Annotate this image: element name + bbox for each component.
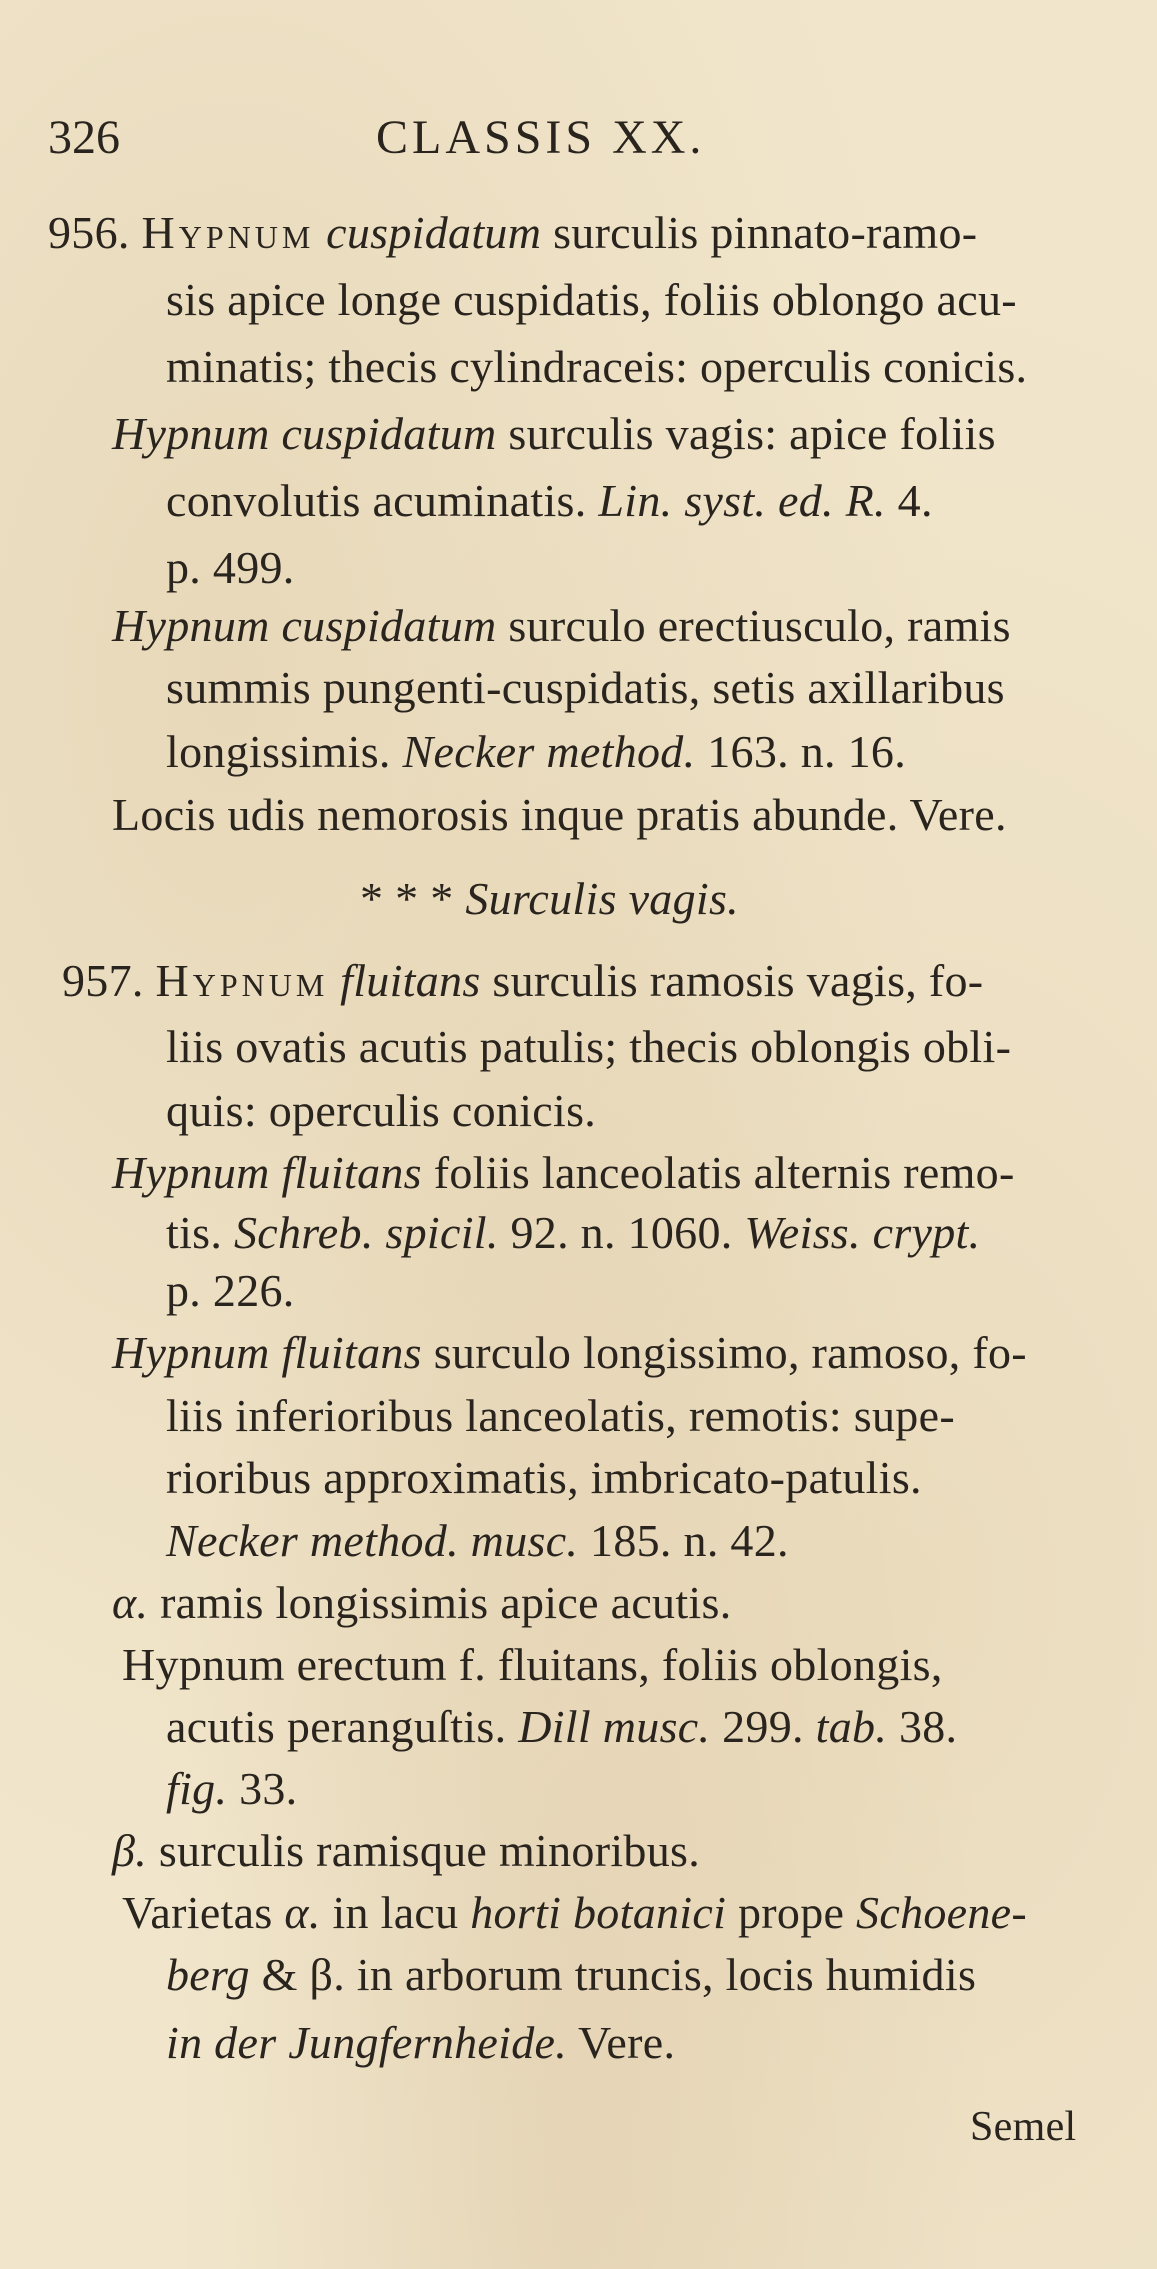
variety-beta: β. surculis ramisque minoribus. [112,1825,701,1876]
synonym-dillenius: Hypnum erectum f. fluitans, foliis oblongis, [122,1639,943,1690]
entry-number: 957. [62,955,144,1006]
synonym-schreber-ref: tis. Schreb. spicil. 92. n. 1060. Weiss. crypt. [166,1207,981,1258]
synonym-dillenius-ref: acutis peranguſtis. Dill musc. 299. tab. 38. [166,1701,958,1752]
synonym-necker-957-ref: Necker method. musc. 185. n. 42. [166,1515,789,1566]
synonym-necker-957: Hypnum fluitans surculo longissimo, ramoso, fo- [112,1327,1027,1378]
section-asterisks: * * * [360,873,454,924]
entry-956-line-2: sis apice longe cuspidatis, foliis oblongo acu- [166,274,1017,325]
synonym-necker-957-cont2: rioribus approximatis, imbricato-patulis. [166,1452,922,1503]
section-title: Surculis vagis. [465,873,739,924]
synonym-schreber-page: p. 226. [166,1265,295,1316]
section-heading [360,873,739,924]
genus-name: Hypnum [155,955,329,1006]
entry-number: 956. [48,207,130,258]
habitat-956: Locis udis nemorosis inque pratis abunde. Vere. [112,789,1007,840]
synonym-linnaeus-cont: convolutis acuminatis. Lin. syst. ed. R. 4. [166,475,933,526]
running-head: CLASSIS XX. [376,111,706,164]
entry-956-line-3: minatis; thecis cylindraceis: operculis conicis. [166,341,1028,392]
synonym-dillenius-fig: fig. 33. [166,1763,298,1814]
catchword: Semel [970,2104,1077,2150]
habitat-957: Varietas α. in lacu horti botanici prope Schoene- [122,1887,1028,1938]
entry-957-line-1: 957. Hypnum fluitans surculis ramosis vagis, fo- [62,955,984,1006]
entry-956-line-1: 956. Hypnum cuspidatum surculis pinnato-ramo- [48,207,978,258]
variety-alpha: α. ramis longissimis apice acutis. [112,1577,732,1628]
entry-957-line-2: liis ovatis acutis patulis; thecis oblongis obli- [166,1021,1012,1072]
page-number: 326 [48,111,120,164]
synonym-necker: Hypnum cuspidatum surculo erectiusculo, ramis [112,600,1011,651]
species-name: cuspidatum [326,207,542,258]
synonym-schreber: Hypnum fluitans foliis lanceolatis alternis remo- [112,1147,1015,1198]
synonym-necker-957-cont: liis inferioribus lanceolatis, remotis: supe- [166,1390,955,1441]
habitat-957-cont2: in der Jungfernheide. Vere. [166,2017,676,2068]
page-header [48,110,1108,170]
genus-name: Hypnum [141,207,315,258]
species-name: fluitans [340,955,481,1006]
synonym-linnaeus-page: p. 499. [166,542,295,593]
synonym-necker-cont: summis pungenti-cuspidatis, setis axillaribus [166,662,1005,713]
synonym-necker-ref: longissimis. Necker method. 163. n. 16. [166,726,907,777]
habitat-957-cont: berg & β. in arborum truncis, locis humidis [166,1949,977,2000]
entry-957-line-3: quis: operculis conicis. [166,1085,597,1136]
synonym-linnaeus: Hypnum cuspidatum surculis vagis: apice foliis [112,408,996,459]
